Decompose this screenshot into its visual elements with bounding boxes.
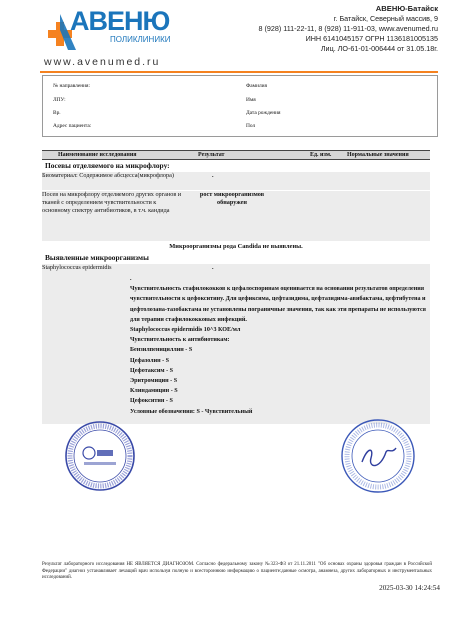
row-name: Staphylococcus epidermidis [42,264,112,271]
company-inn: ИНН 6141045157 ОГРН 1136181005135 [305,34,438,44]
sensitivity-block [42,264,430,424]
antibiotic-item: Цефотаксим - S [130,367,174,374]
col-header-result: Результат [198,152,225,158]
disclaimer-note: Результат лабораторного исследования НЕ ЯВЛЯЕТСЯ ДИАГНОЗОМ. Согласно федеральному закону №323-ФЗ от 21.11.2011 "Об основах охраны здоровья граждан в Российской Федерации" диагноз устанавливает лечащий врач используя полную и всестороннюю информацию о пациенте:данные осмотра, анамнеза, других лабораторных и инструментальных исследований. [42,562,432,581]
antibiotic-item: Эритромицин - S [130,378,178,385]
section-found: Выявленные микроорганизмы [45,253,149,262]
kdl-stamp [64,420,136,492]
row-value: . [212,172,214,179]
birth-date-label: Дата рождения [246,110,281,116]
doctor-label: Вр. [53,110,61,116]
sensitivity-dot: . [130,276,132,282]
colony-count: Staphylococcus epidermidis 10^3 КОЕ/мл [130,327,241,334]
sex-label: Пол [246,123,256,129]
patient-address-label: Адрес пациента: [53,123,92,129]
row-name: Посев на микрофлору отделяемого других органов и тканей с определением чувствительности к основному спектру антибиотиков, в т.ч. кандида [42,191,182,215]
clinic-logo [40,6,171,50]
logo-wordmark: АВЕНЮ [70,6,170,36]
sensitivity-text [130,274,430,417]
print-timestamp: 2025-03-30 14:24:54 [379,584,440,592]
row-value: . [212,264,214,271]
company-phones: 8 (928) 111-22-11, 8 (928) 11-911-03, www.avenumed.ru [258,24,438,34]
antibiotic-item: Клиндамицин - S [130,388,178,395]
company-address: г. Батайск, Северный массив, 9 [333,14,438,24]
antibiotic-item: Цефокситин - S [130,398,173,405]
row-name: Биоматериал: Содержимое абсцесса(микрофлора) [42,172,174,179]
col-header-name: Наименование исследования [58,152,137,158]
antibiotic-item: Цефазолин - S [130,357,170,364]
company-license: Лиц. ЛО-61-01-006444 от 31.05.18г. [320,44,438,54]
clinic-stamp [340,418,416,494]
header-divider [40,71,438,73]
site-url[interactable]: www.avenumed.ru [44,56,161,68]
col-header-norm: Нормальные значения [347,152,409,158]
logo-subtitle: ПОЛИКЛИНИКИ [110,35,171,44]
section-sowing: Посевы отделяемого на микрофлору: [45,161,170,170]
company-details [258,4,438,54]
antibiotics-heading: Чувствительность к антибиотикам: [130,337,230,344]
col-header-unit: Ед. изм. [310,152,332,158]
sensitivity-paragraph: Чувствительность стафилококков к цефалоспоринам оценивается на основании результатов определения чувствительности к цефокситину. Для цефиксима, цефтазидима, цефтазидима-авибактама, цефтибутена и цефтолозана-тазобактама не установлены пограничные значения, так как эти препараты не используются для терапии стафилококковых инфекций. [130,286,426,323]
results-table [42,150,430,424]
candida-note: Микроорганизмы рода Candida не выявлены. [169,243,303,250]
referral-number-label: № направления: [53,83,90,89]
antibiotic-item: Бензилпенициллин - S [130,347,193,354]
patient-info-box [42,75,438,137]
table-row [42,172,430,190]
surname-label: Фамилия [246,83,268,89]
table-header [42,150,430,160]
signature [362,448,396,466]
legend-note: Условные обозначения: S - Чувствительный [130,408,253,415]
name-label: Имя [246,97,256,103]
table-row [42,191,430,241]
lpu-label: ЛПУ: [53,97,66,103]
company-name: АВЕНЮ-Батайск [375,4,438,13]
row-value: рост микроорганизмов обнаружен [199,191,265,207]
